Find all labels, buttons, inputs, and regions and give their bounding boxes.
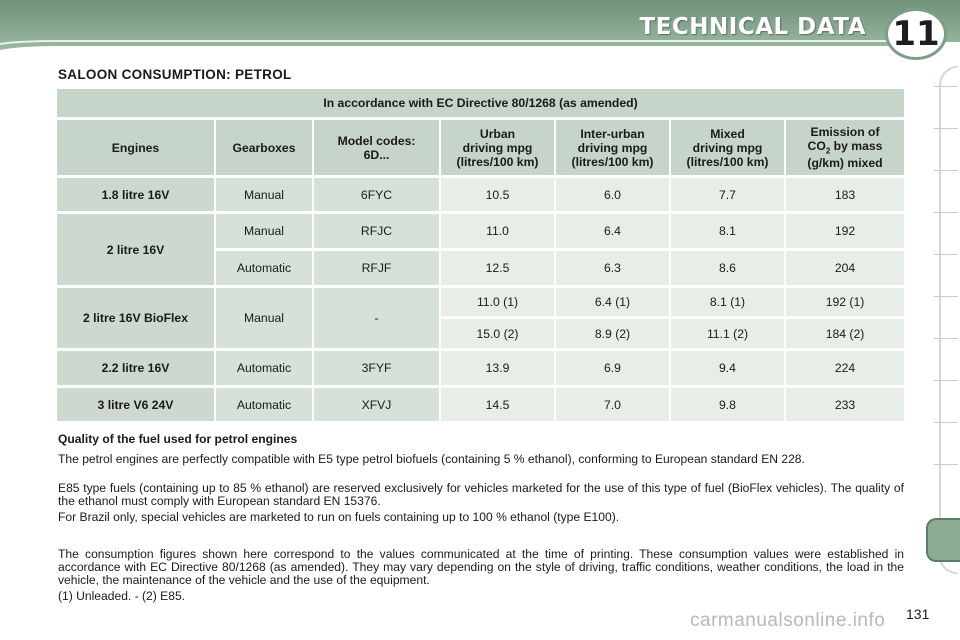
model-code-cell: RFJC — [314, 214, 441, 251]
co2-cell: 184 (2) — [786, 319, 904, 351]
inter-urban-cell: 8.9 (2) — [556, 319, 671, 351]
gearbox-cell: Automatic — [216, 351, 314, 388]
table-row — [57, 178, 904, 214]
tab-divider — [934, 338, 958, 339]
paragraph-consumption-note: The consumption figures shown here correspond to the values communicated at the time of printing. These consumption values were established in accordance with EC Directive 80/1268 (as amended). They may vary depending on the style of driving, traffic conditions, weather conditions, the load in the vehicle, the maintenance of the vehicle and the use of the equipment. — [58, 547, 904, 588]
mixed-cell: 8.6 — [671, 251, 786, 288]
mixed-cell: 9.8 — [671, 388, 786, 424]
consumption-table — [57, 89, 904, 424]
gearbox-cell: Manual — [216, 178, 314, 214]
gearbox-cell: Automatic — [216, 388, 314, 424]
table-row — [57, 214, 904, 251]
co2-cell: 183 — [786, 178, 904, 214]
inter-urban-cell: 6.4 (1) — [556, 288, 671, 319]
header-text: driving mpg — [692, 140, 763, 155]
engine-cell: 2.2 litre 16V — [57, 351, 216, 388]
header-text: Urban — [479, 126, 516, 141]
header-inter-urban — [556, 120, 671, 178]
mixed-cell: 9.4 — [671, 351, 786, 388]
header-subscript: 2 — [825, 146, 831, 156]
table-row — [57, 351, 904, 388]
mixed-cell: 8.1 — [671, 214, 786, 251]
table-row — [57, 388, 904, 424]
header-text: Inter-urban — [580, 126, 645, 141]
inter-urban-cell: 6.9 — [556, 351, 671, 388]
paragraph-brazil: For Brazil only, special vehicles are marketed to run on fuels containing up to 100 % ethanol (type E100). — [58, 510, 620, 524]
header-text: (litres/100 km) — [686, 154, 769, 169]
engine-cell: 2 litre 16V — [57, 214, 216, 288]
engine-cell: 3 litre V6 24V — [57, 388, 216, 424]
header-gearboxes: Gearboxes — [216, 120, 314, 178]
tab-divider — [934, 464, 958, 465]
tab-divider — [934, 422, 958, 423]
inter-urban-cell: 6.3 — [556, 251, 671, 288]
urban-cell: 12.5 — [441, 251, 556, 288]
paragraph-e5: The petrol engines are perfectly compatible with E5 type petrol biofuels (containing 5 % ethanol), conforming to European standard EN 228. — [58, 452, 805, 466]
model-code-cell: 6FYC — [314, 178, 441, 214]
header-text: (g/km) mixed — [807, 155, 883, 170]
header-text: driving mpg — [462, 140, 533, 155]
header-text: by mass — [830, 139, 883, 154]
header-text: (litres/100 km) — [456, 154, 539, 169]
header-engines: Engines — [57, 120, 216, 178]
engine-cell: 1.8 litre 16V — [57, 178, 216, 214]
page-number: 131 — [906, 606, 930, 622]
engine-cell: 2 litre 16V BioFlex — [57, 288, 216, 351]
tab-divider — [934, 254, 958, 255]
co2-cell: 192 — [786, 214, 904, 251]
model-code-cell: XFVJ — [314, 388, 441, 424]
paragraph-e85: E85 type fuels (containing up to 85 % ethanol) are reserved exclusively for vehicles marketed for the use of this type of fuel (BioFlex vehicles). The quality of the ethanol must comply with European standard EN 15376. — [58, 481, 904, 509]
mixed-cell: 11.1 (2) — [671, 319, 786, 351]
tab-divider — [934, 128, 958, 129]
header-text: 6D... — [363, 147, 390, 162]
quality-heading: Quality of the fuel used for petrol engines — [58, 432, 298, 446]
urban-cell: 11.0 — [441, 214, 556, 251]
tab-divider — [934, 170, 958, 171]
header-urban — [441, 120, 556, 178]
header-mixed — [671, 120, 786, 178]
gearbox-cell: Automatic — [216, 251, 314, 288]
footnote: (1) Unleaded. - (2) E85. — [58, 589, 186, 603]
mixed-cell: 7.7 — [671, 178, 786, 214]
table-row — [57, 288, 904, 319]
directive-header: In accordance with EC Directive 80/1268 (as amended) — [57, 89, 904, 120]
gearbox-cell: Manual — [216, 214, 314, 251]
chapter-tabs — [930, 66, 960, 574]
page-header-title: TECHNICAL DATA — [639, 14, 866, 40]
urban-cell: 10.5 — [441, 178, 556, 214]
watermark: carmanualsonline.info — [690, 610, 886, 631]
header-band — [0, 0, 960, 58]
co2-cell: 192 (1) — [786, 288, 904, 319]
co2-cell: 224 — [786, 351, 904, 388]
co2-cell: 233 — [786, 388, 904, 424]
urban-cell: 14.5 — [441, 388, 556, 424]
tab-divider — [934, 296, 958, 297]
section-title: SALOON CONSUMPTION: PETROL — [58, 67, 292, 82]
tab-divider — [934, 212, 958, 213]
header-model-codes — [314, 120, 441, 178]
header-text: Model codes: — [337, 133, 416, 148]
tabs-edge — [930, 66, 960, 574]
header-text: (litres/100 km) — [571, 154, 654, 169]
model-code-cell: RFJF — [314, 251, 441, 288]
model-code-cell: - — [314, 288, 441, 351]
inter-urban-cell: 7.0 — [556, 388, 671, 424]
chapter-tab-active[interactable] — [926, 518, 960, 562]
model-code-cell: 3FYF — [314, 351, 441, 388]
tab-divider — [934, 380, 958, 381]
header-emission — [786, 120, 904, 178]
urban-cell: 13.9 — [441, 351, 556, 388]
chapter-badge — [885, 8, 947, 60]
chapter-number: 11 — [892, 14, 940, 54]
inter-urban-cell: 6.0 — [556, 178, 671, 214]
co2-cell: 204 — [786, 251, 904, 288]
urban-cell: 11.0 (1) — [441, 288, 556, 319]
mixed-cell: 8.1 (1) — [671, 288, 786, 319]
header-text: CO — [807, 139, 826, 154]
header-text: Mixed — [710, 126, 745, 141]
header-text: driving mpg — [577, 140, 648, 155]
header-text: Emission of — [810, 125, 880, 140]
gearbox-cell: Manual — [216, 288, 314, 351]
urban-cell: 15.0 (2) — [441, 319, 556, 351]
inter-urban-cell: 6.4 — [556, 214, 671, 251]
tab-divider — [934, 86, 958, 87]
